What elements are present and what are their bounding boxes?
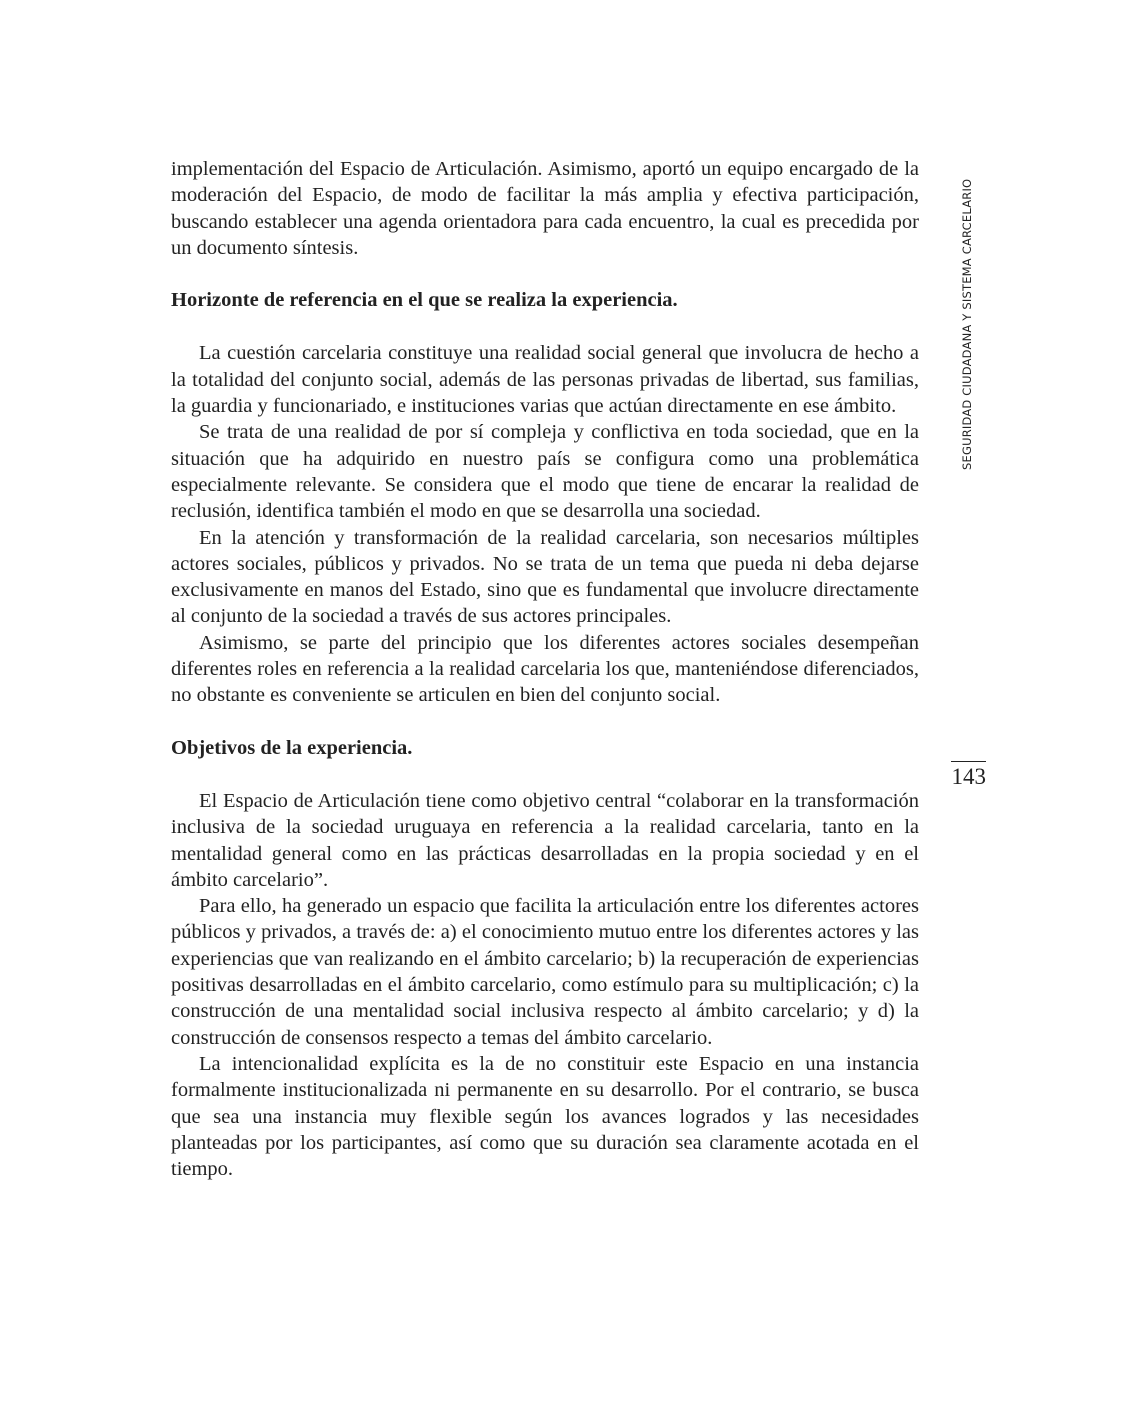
intro-paragraph: implementación del Espacio de Articulación. Asimismo, aportó un equipo encargado de la moderación del Espacio, de modo de facilitar la más amplia y efectiva participación, buscando establecer una agenda orientadora para cada encuentro, la cual es precedida por un documento síntesis. bbox=[171, 158, 919, 259]
section2-paragraph-1: El Espacio de Articulación tiene como objetivo central “colaborar en la transformación inclusiva de la sociedad uruguaya en referencia a la realidad carcelaria, tanto en la mentalidad general como en las prácticas desarrolladas en la propia sociedad y en el ámbito carcelario”. bbox=[171, 789, 919, 891]
section1-paragraph-1: La cuestión carcelaria constituye una realidad social general que involucra de hecho a la totalidad del conjunto social, además de las personas privadas de libertad, sus familias, la guardia y funcionariado, e instituciones varias que actúan directamente en ese ámbito. bbox=[171, 342, 919, 418]
page-number-rule bbox=[951, 761, 986, 762]
section-heading-horizonte: Horizonte de referencia en el que se realiza la experiencia. bbox=[171, 289, 678, 312]
text-column bbox=[171, 156, 919, 1182]
section1-paragraph-3: En la atención y transformación de la realidad carcelaria, son necesarios múltiples actores sociales, públicos y privados. No se trata de un tema que pueda ni deba dejarse exclusivamente en manos del Estado, sino que es fundamental que involucre directamente al conjunto de la sociedad a través de sus actores principales. bbox=[171, 526, 919, 628]
running-head: SEGURIDAD CIUDADANA Y SISTEMA CARCELARIO bbox=[960, 178, 974, 470]
page-number: 143 bbox=[951, 764, 986, 789]
section2-paragraph-3: La intencionalidad explícita es la de no constituir este Espacio en una instancia formalmente institucionalizada ni permanente en su desarrollo. Por el contrario, se busca que sea una instancia muy flexible según los avances logrados y las necesidades planteadas por los participantes, así como que su duración sea claramente acotada en el tiempo. bbox=[171, 1052, 919, 1181]
section-heading-objetivos: Objetivos de la experiencia. bbox=[171, 736, 413, 759]
section2-paragraph-2: Para ello, ha generado un espacio que facilita la articulación entre los diferentes actores públicos y privados, a través de: a) el conocimiento mutuo entre los diferentes actores y las experiencias que van realizando en el ámbito carcelario; b) la recuperación de experiencias positivas desarrolladas en el ámbito carcelario, como estímulo para su multiplicación; c) la construcción de una mentalidad social inclusiva respecto al ámbito carcelario; y d) la construcción de consensos respecto a temas del ámbito carcelario. bbox=[171, 895, 919, 1049]
section1-paragraph-2: Se trata de una realidad de por sí compleja y conflictiva en toda sociedad, que en la situación que ha adquirido en nuestro país se configura como una problemática especialmente relevante. Se considera que el modo que tiene de encarar la realidad de reclusión, identifica también el modo en que se desarrolla una sociedad. bbox=[171, 421, 919, 523]
section1-paragraph-4: Asimismo, se parte del principio que los diferentes actores sociales desempeñan diferentes roles en referencia a la realidad carcelaria los que, manteniéndose diferenciados, no obstante es conveniente se articulen en bien del conjunto social. bbox=[171, 631, 919, 707]
